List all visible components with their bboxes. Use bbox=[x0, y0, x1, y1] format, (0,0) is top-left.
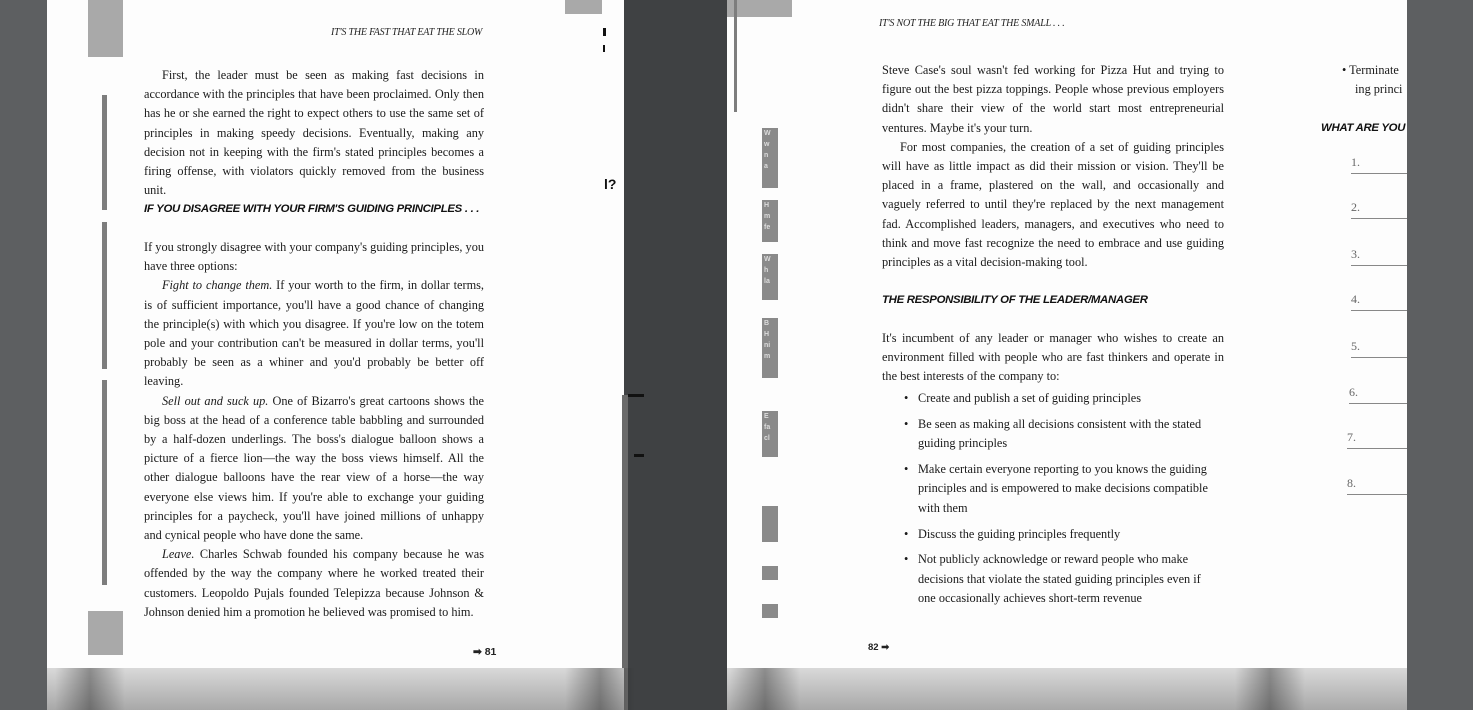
answer-number: 4. bbox=[1351, 292, 1360, 306]
next-page-peek-text bbox=[1342, 61, 1402, 99]
page-number: 82 ➡ bbox=[868, 642, 890, 653]
margin-rule bbox=[734, 0, 737, 112]
body-paragraph bbox=[144, 66, 484, 200]
option-lead: Fight to change them. bbox=[162, 278, 273, 293]
prev-page-peek bbox=[762, 506, 778, 542]
answer-line bbox=[1347, 476, 1407, 495]
prev-page-peek bbox=[762, 200, 778, 242]
paragraph-text: First, the leader must be seen as making fast decisions in accordance with the principles that have been proclaimed. Only then has he or she earned the right to expect others to use the same set of principles in making speedy decisions. Eventually, making any decision not in keeping with the firm's stated principles becomes a firing offense, with violators quickly removed from the business unit. bbox=[144, 68, 484, 198]
option-lead: Sell out and suck up. bbox=[162, 393, 269, 408]
paragraph-text: It's incumbent of any leader or manager who wishes to create an environment filled with people who are fast thinkers and operate in the best interests of the company to: bbox=[882, 331, 1224, 384]
peek-text: E fa cl bbox=[764, 413, 771, 442]
list-item-text: Not publicly acknowledge or reward people who make decisions that violate the stated guiding principles even if one occasionally achieves short-term revenue bbox=[918, 552, 1201, 606]
peek-line: ing princi bbox=[1355, 82, 1403, 97]
list-item-text: Be seen as making all decisions consistent with the stated guiding principles bbox=[918, 416, 1202, 451]
margin-tick bbox=[603, 45, 605, 52]
section-heading: IF YOU DISAGREE WITH YOUR FIRM'S GUIDING PRINCIPLES . . . bbox=[144, 203, 480, 215]
margin-mark: l? bbox=[604, 176, 617, 192]
scan-shadow bbox=[55, 668, 125, 710]
prev-page-peek bbox=[762, 254, 778, 300]
gutter-mark bbox=[628, 394, 644, 397]
answer-line bbox=[1351, 339, 1407, 358]
prev-page-peek bbox=[762, 128, 778, 188]
option-text: One of Bizarro's great cartoons shows the big boss at the head of a conference table babbling and surrounded by a half-dozen underlings. The boss's dialogue balloon shows a picture of a fierce lion—the way the boss views himself. All the other dialogue balloons have the rear view of a horse—the way everyone else views him. If you're able to exchange your guiding principles for a paycheck, you'll have joined millions of unhappy and cynical people who have done the same. bbox=[144, 393, 484, 543]
body-paragraph bbox=[144, 238, 484, 622]
answer-line bbox=[1351, 292, 1407, 311]
answer-line bbox=[1347, 430, 1407, 449]
running-head: IT'S NOT THE BIG THAT EAT THE SMALL . . . bbox=[879, 18, 1065, 29]
answer-line bbox=[1351, 247, 1407, 266]
scan-bottom-strip bbox=[47, 668, 624, 710]
peek-line: • Terminate bbox=[1342, 63, 1399, 77]
prev-page-peek bbox=[762, 411, 778, 457]
prev-page-peek bbox=[762, 604, 778, 618]
bullet-icon: • bbox=[904, 391, 909, 405]
answer-number: 2. bbox=[1351, 200, 1360, 214]
peek-text: B H ni m bbox=[764, 320, 771, 360]
scan-shadow bbox=[730, 668, 800, 710]
scan-shadow-bar bbox=[88, 611, 123, 655]
option-paragraph bbox=[144, 392, 484, 546]
page-number: ➡ 81 bbox=[473, 646, 497, 658]
list-item bbox=[902, 460, 1214, 519]
list-item-text: Make certain everyone reporting to you knows the guiding principles and is empowered to make decisions compatible with them bbox=[918, 461, 1208, 515]
scan-shadow-bar bbox=[88, 0, 123, 57]
answer-line bbox=[1349, 385, 1407, 404]
left-page bbox=[47, 0, 624, 668]
bullet-icon: • bbox=[904, 552, 909, 567]
option-lead: Leave. bbox=[162, 547, 195, 562]
answer-line bbox=[1351, 200, 1407, 219]
scan-shadow-bar bbox=[565, 0, 602, 14]
list-item bbox=[902, 415, 1214, 454]
answer-number: 5. bbox=[1351, 339, 1360, 353]
gutter-mark bbox=[634, 454, 644, 457]
peek-text: W w n a bbox=[764, 130, 771, 170]
margin-rule bbox=[102, 95, 107, 210]
option-text: If your worth to the firm, in dollar terms, is of sufficient importance, you'll have a good chance of changing the principle(s) with which you disagree. If you're low on the totem pole and your contribution can't be measured in dollar terms, you'll probably be seen as a whiner and you'd probably be better off leaving. bbox=[144, 278, 484, 389]
answer-number: 1. bbox=[1351, 155, 1360, 169]
margin-rule bbox=[102, 380, 107, 585]
prev-page-peek bbox=[762, 566, 778, 580]
margin-rule bbox=[102, 222, 107, 369]
answer-number: 8. bbox=[1347, 476, 1356, 490]
right-page bbox=[727, 0, 1407, 672]
bullet-icon: • bbox=[904, 416, 909, 431]
option-paragraph bbox=[144, 545, 484, 622]
page-gutter bbox=[624, 0, 727, 710]
paragraph-text: Steve Case's soul wasn't fed working for Pizza Hut and trying to figure out the best pizza toppings. People whose previous employers didn't share their view of the world start most entrepreneurial ventures. Maybe it's your turn. bbox=[882, 63, 1224, 135]
list-item bbox=[902, 550, 1214, 609]
option-text: Charles Schwab founded his company because he was offended by the way the company where he worked treated their customers. Leopoldo Pujals founded Telepizza because Johnson & Johnson denied him a promotion he believed was promised to him. bbox=[144, 547, 484, 619]
list-item bbox=[902, 389, 1214, 409]
bullet-list bbox=[902, 389, 1214, 615]
list-item-text: Discuss the guiding principles frequently bbox=[918, 526, 1121, 541]
list-item bbox=[902, 525, 1214, 545]
prev-page-peek bbox=[762, 318, 778, 378]
margin-tick bbox=[603, 28, 606, 36]
bullet-icon: • bbox=[904, 526, 909, 541]
answer-line bbox=[1351, 155, 1407, 174]
peek-text: H m fe bbox=[764, 202, 771, 231]
next-page-heading: WHAT ARE YOU bbox=[1321, 122, 1406, 134]
paragraph-text: For most companies, the creation of a set of guiding principles will have as little impact as did their mission or vision. They'll be placed in a frame, plastered on the wall, and occasionally and vaguely referred to until they're replaced by the next management fad. Accomplished leaders, managers, and executives who need to think and move fast recognize the need to embrace and use guiding principles as a vital decision-making tool. bbox=[882, 139, 1224, 270]
scan-bottom-strip bbox=[727, 668, 1407, 710]
body-paragraph bbox=[882, 329, 1224, 387]
running-head: IT'S THE FAST THAT EAT THE SLOW bbox=[331, 27, 483, 38]
answer-number: 3. bbox=[1351, 247, 1360, 261]
peek-text: W h la bbox=[764, 256, 771, 285]
page-edge-shadow bbox=[622, 395, 628, 710]
answer-number: 6. bbox=[1349, 385, 1358, 399]
answer-number: 7. bbox=[1347, 430, 1356, 444]
bullet-icon: • bbox=[904, 461, 909, 476]
scan-shadow bbox=[565, 668, 635, 710]
scan-shadow bbox=[1235, 668, 1305, 710]
list-item-text: Create and publish a set of guiding principles bbox=[918, 391, 1142, 405]
option-paragraph bbox=[144, 276, 484, 391]
section-heading: THE RESPONSIBILITY OF THE LEADER/MANAGER bbox=[882, 294, 1148, 306]
body-paragraph bbox=[882, 61, 1224, 272]
paragraph-text: If you strongly disagree with your company's guiding principles, you have three options: bbox=[144, 240, 484, 274]
